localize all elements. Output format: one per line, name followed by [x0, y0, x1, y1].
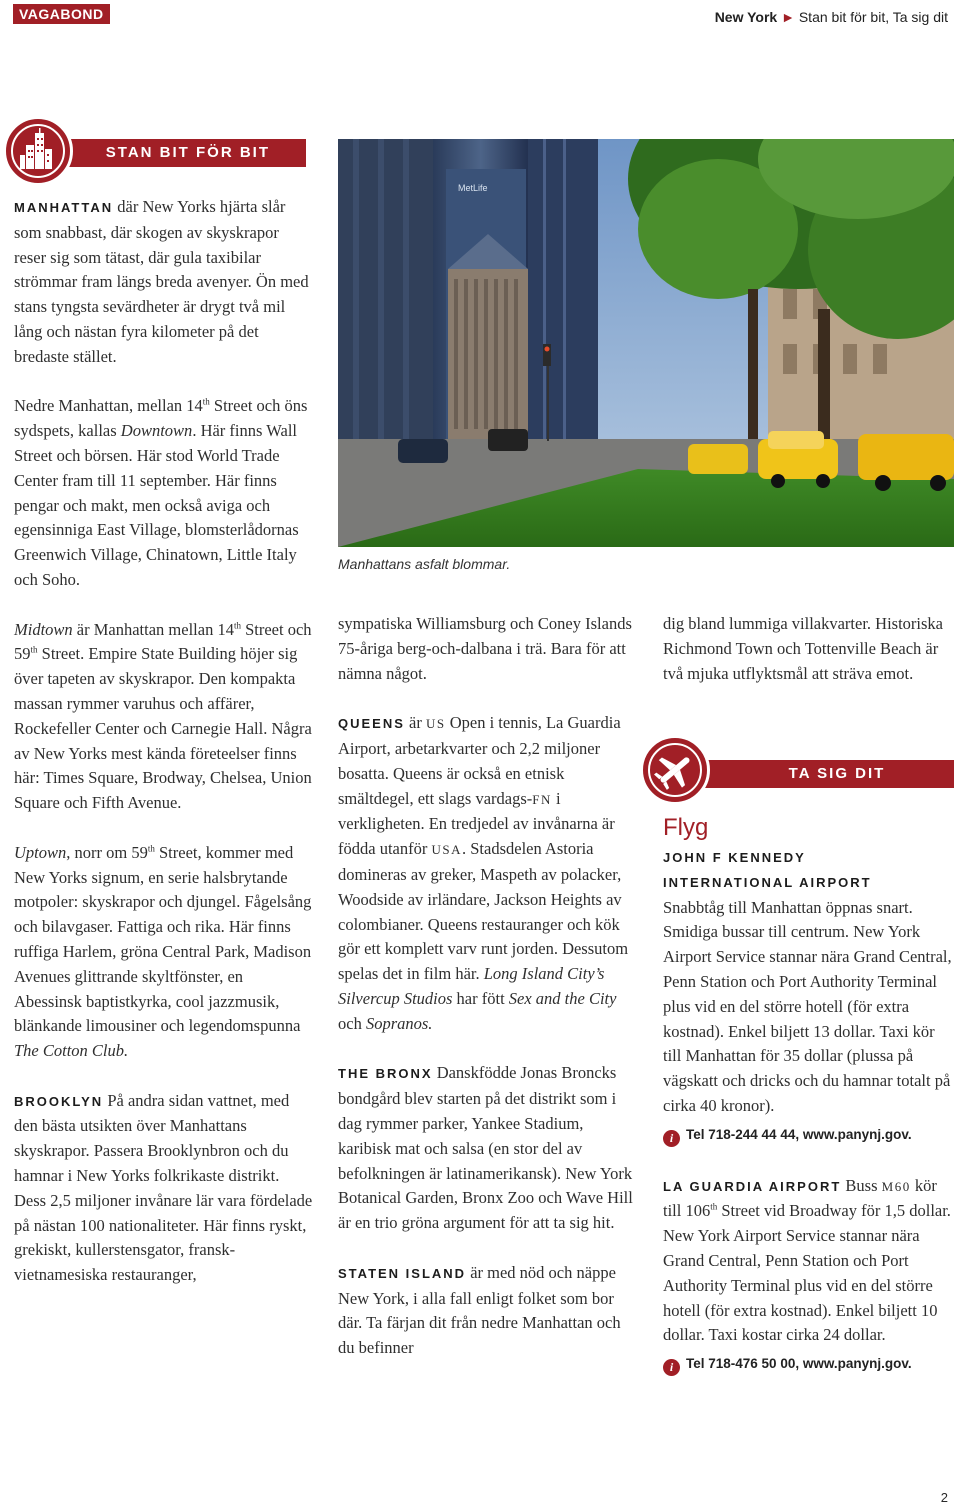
jfk-text: Snabbtåg till Manhattan öppnas snart. Smidiga bussar till centrum. New York Airport Service stannar nära Grand Central, Penn Station och Port Authority Terminal plus vid en del större hotell (för extra kostnad). Enkel biljett 13 dollar. Taxi kör till Manhattan för 35 dollar (plussa på vägskatt och dricks och du hamnar totalt på cirka 40 kronor).: [663, 897, 952, 1115]
uptown-paragraph: Uptown, norr om 59th Street, kommer med New Yorks signum, en serie halsbrytande motpoler: skyskrapor och djungel. Fågelsång och bilavgaser. Fattiga och rika. Här finns ruffiga Harlem, gröna Central Park, Madison Avenues glittrande skyltfönster, en Abessinsk baptistkyrka, cool jazzmusik, blänkande limousiner och legendomspunna The Cotton Club.: [14, 842, 312, 1061]
richmond-paragraph: dig bland lummiga villakvarter. Historiska Richmond Town och Tottenville Beach är två mjuka utflyktsmål att sträva emot.: [663, 614, 943, 683]
info-icon: i: [663, 1130, 680, 1147]
breadcrumb-subtitle: Stan bit för bit, Ta sig dit: [798, 9, 948, 25]
brooklyn-paragraph: BROOKLYN På andra sidan vattnet, med den bästa utsikten över Manhattans skyskrapor. Passera Brooklynbron och du hamnar i New Yorks folkrikaste distrikt. Dess 2,5 miljoner invånare lär vara fördelade på nästan 100 nationaliteter. Här finns ryskt, grekiskt, kullerstensgator, fransk-vietnamesiska restauranger,: [14, 1090, 313, 1285]
info-icon: i: [663, 1359, 680, 1376]
section-banner-stan: STAN BIT FÖR BIT: [52, 139, 306, 167]
bronx-paragraph: THE BRONX Danskfödde Jonas Broncks bondgård blev starten på det distrikt som i dag rymmer parker, Yankee Stadium, karibisk mat och salsa (en stor del av befolkningen är latinamerikansk). New York Botanical Garden, Bronx Zoo och Wave Hill är en trio gröna argument för att ta sig hit.: [338, 1063, 633, 1233]
breadcrumb-arrow-icon: ►: [781, 9, 795, 25]
brooklyn-heading: BROOKLYN: [14, 1093, 104, 1109]
section-banner-ta-sig-dit: TA SIG DIT: [700, 760, 954, 788]
nedre-manhattan-paragraph: Nedre Manhattan, mellan 14th Street och öns sydspets, kallas Downtown. Här finns Wall Street och börsen. Här stod World Trade Center fram till 11 september. Här finns pengar och makt, men också aviga och egensinniga East Village, blomsterlådornas Greenwich Village, Chinatown, Little Italy och Soho.: [14, 396, 308, 589]
staten-island-heading: STATEN ISLAND: [338, 1265, 467, 1281]
column-2: [338, 612, 638, 1386]
coney-island-paragraph: sympatiska Williamsburg och Coney Islands 75-åriga berg-och-dalbana i trä. Bara för att nämna något.: [338, 614, 632, 683]
skyscraper-icon: [6, 119, 70, 183]
midtown-paragraph: Midtown är Manhattan mellan 14th Street och 59th Street. Empire State Building höjer sig över tapeten av skyskrapor. Den kompakta massan rymmer varuhus och affärer, Rockefeller Center och Carnegie Hall. Några av New Yorks mest kända företeelser finns här: Times Square, Brodway, Chelsea, Union Square och Fifth Avenue.: [14, 619, 312, 813]
jfk-contact: i Tel 718-244 44 44, www.panynj.gov.: [663, 1123, 955, 1148]
laguardia-paragraph: LA GUARDIA AIRPORT Buss M60 kör till 106th Street vid Broadway för 1,5 dollar. New York Airport Service stannar nära Grand Central, Penn Station och Port Authority Terminal plus vid en del större hotell (för extra kostnad). Enkel biljett 10 dollar. Taxi kostar cirka 24 dollar.: [663, 1175, 951, 1345]
photo-caption: Manhattans asfalt blommar.: [338, 556, 511, 572]
park-avenue-photo: [338, 139, 954, 547]
flyg-heading: Flyg: [663, 814, 709, 841]
metlife-sign: MetLife: [458, 183, 488, 193]
airplane-icon: [643, 738, 707, 802]
laguardia-heading: LA GUARDIA AIRPORT: [663, 1178, 842, 1194]
airport-info: [663, 846, 955, 1377]
vagabond-logo: VAGABOND: [13, 4, 110, 24]
plane-badge: [640, 735, 710, 805]
column-3: [663, 612, 955, 711]
page-number: 2: [940, 1490, 948, 1505]
queens-paragraph: QUEENS är US Open i tennis, La Guardia Airport, arbetarkvarter och 2,2 miljoner bosatta. Queens är också en etnisk smältdegel, ett slags vardags-FN i verkligheten. En tredjedel av invånarna är födda utanför USA. Stadsdelen Astoria domineras av greker, Maspeth av polacker, Woodside av irländare, Jackson Heights av colombianer. Queens restauranger och kök gör ett komplett varv runt jorden. Dessutom spelas det in film här. Long Island City’s Silvercup Studios har fött Sex and the City och Sopranos.: [338, 713, 629, 1033]
breadcrumb: [715, 9, 948, 25]
jfk-heading: JOHN F KENNEDY INTERNATIONAL AIRPORT: [663, 850, 872, 890]
manhattan-paragraph: MANHATTAN där New Yorks hjärta slår som snabbast, där skogen av skyskrapor reser sig som tätast, där gula taxibilar strömmar fram längs breda avenyer. Ön med stans tyngsta sevärdheter är drygt två mil lång och nästan fyra kilometer på det bredaste stället.: [14, 197, 309, 366]
laguardia-contact: i Tel 718-476 50 00, www.panynj.gov.: [663, 1352, 955, 1377]
staten-island-paragraph: STATEN ISLAND är med nöd och näppe New York, i alla fall enligt folket som bor där. Ta färjan dit från nedre Manhattan och du befinner: [338, 1262, 621, 1358]
bronx-heading: THE BRONX: [338, 1066, 433, 1082]
city-badge: [3, 116, 73, 186]
breadcrumb-section: New York: [714, 9, 778, 25]
manhattan-heading: MANHATTAN: [14, 200, 114, 215]
queens-heading: QUEENS: [338, 716, 405, 732]
column-1: [14, 195, 314, 1313]
